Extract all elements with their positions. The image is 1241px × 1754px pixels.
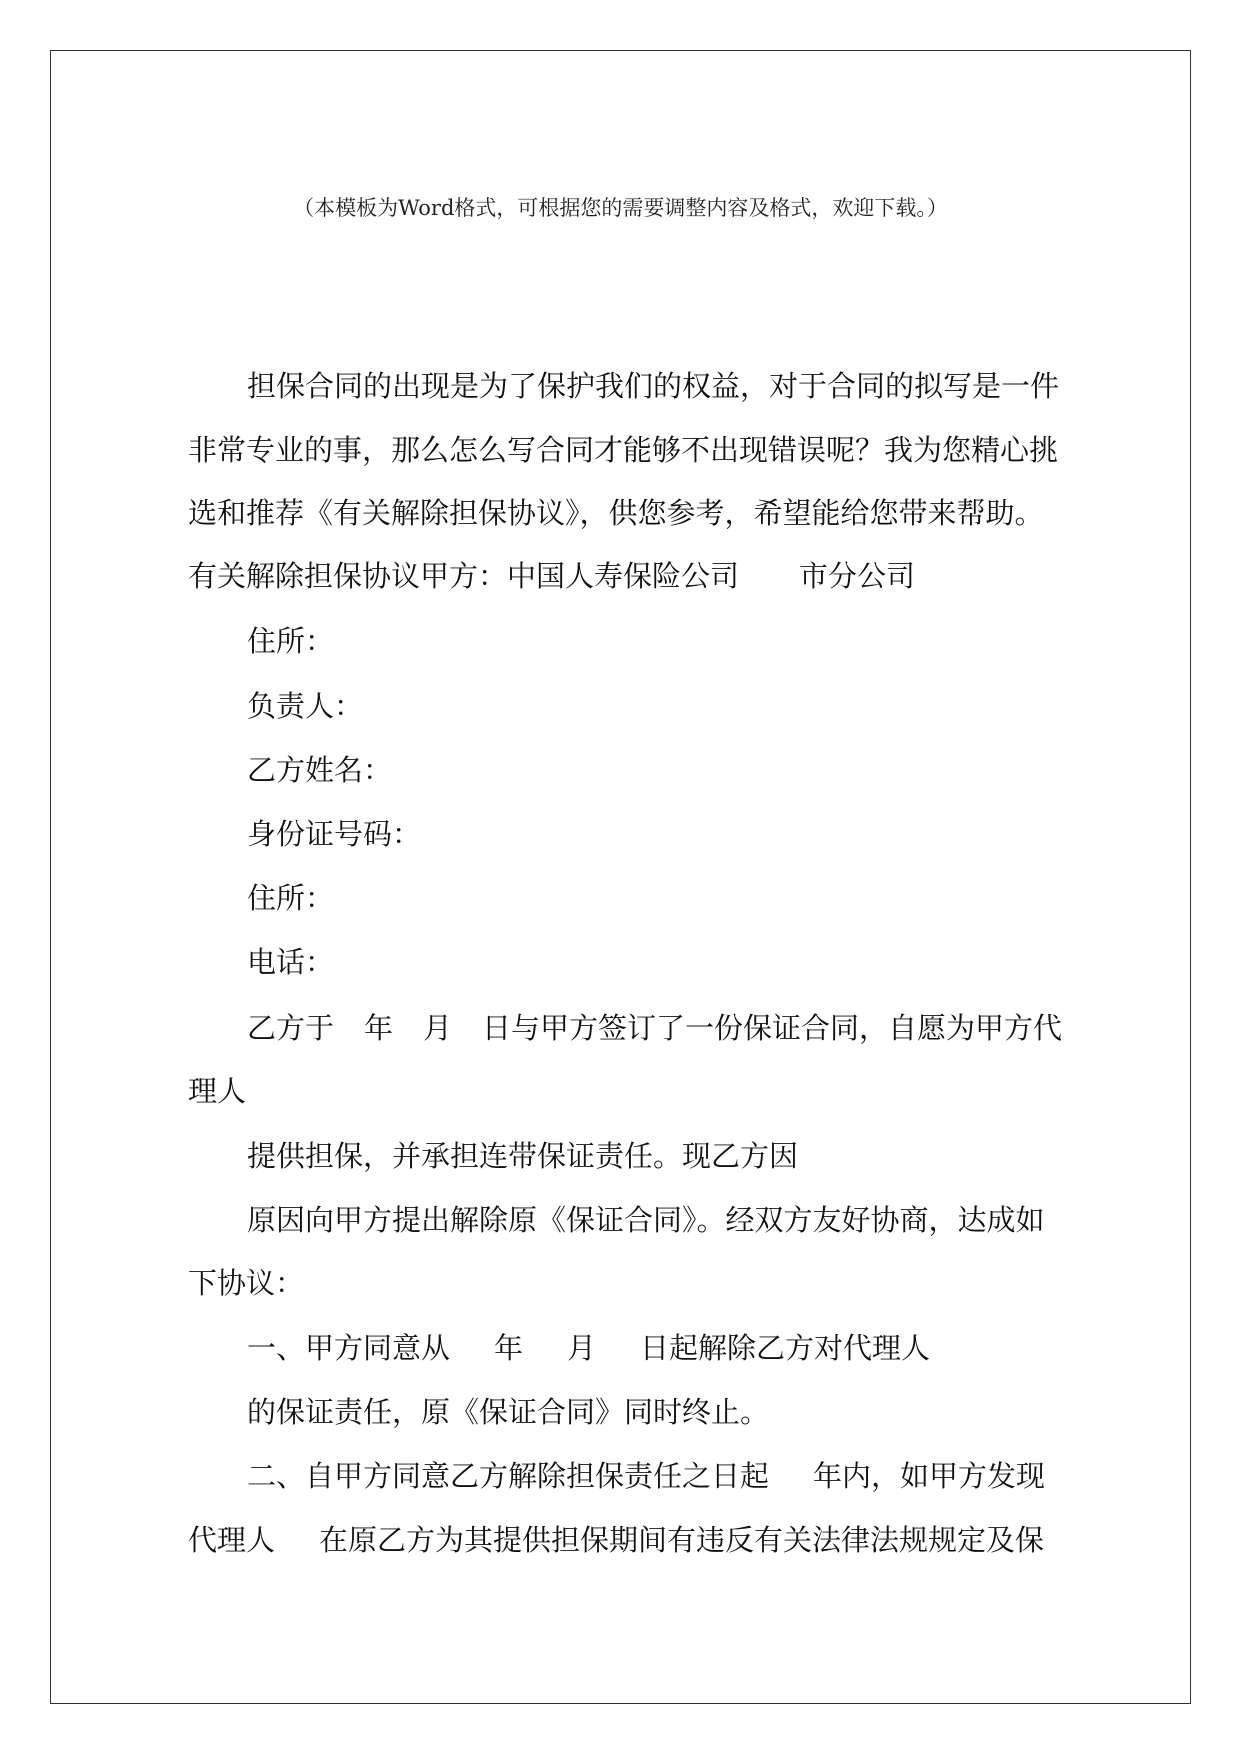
- text-segment: 日与甲方签订了一份保证合同，自愿为甲方代: [482, 1011, 1063, 1045]
- text-segment: 月: [567, 1331, 597, 1365]
- address-label: 住所：: [247, 881, 335, 915]
- responsible-person-label: 负责人：: [247, 689, 364, 723]
- paragraph-line: 选和推荐《有关解除担保协议》，供您参考，希望能给您带来帮助。: [188, 496, 1044, 530]
- text-segment: 二、自甲方同意乙方解除担保责任之日起: [247, 1459, 770, 1493]
- paragraph-line: [188, 1522, 1068, 1558]
- paragraph-line: [247, 1010, 1127, 1046]
- paragraph-line: 非常专业的事，那么怎么写合同才能够不出现错误呢？我为您精心挑: [188, 433, 1059, 467]
- template-notice: （本模板为Word格式，可根据您的需要调整内容及格式，欢迎下载。）: [293, 196, 948, 220]
- phone-label: 电话：: [247, 945, 335, 979]
- text-segment: 乙方于: [247, 1011, 335, 1045]
- text-segment: 一、甲方同意从: [247, 1331, 451, 1365]
- party-b-name-label: 乙方姓名：: [247, 753, 393, 787]
- party-a-line: [188, 558, 1068, 594]
- paragraph-line: 原因向甲方提出解除原《保证合同》。经双方友好协商，达成如: [247, 1203, 1045, 1237]
- paragraph-line: 理人: [188, 1074, 247, 1108]
- text-segment: 日起解除乙方对代理人: [640, 1331, 931, 1365]
- paragraph-line: 的保证责任，原《保证合同》同时终止。: [247, 1395, 770, 1429]
- clause-two-line: [247, 1458, 1127, 1494]
- paragraph-line: 下协议：: [188, 1266, 305, 1300]
- text-segment: 年: [494, 1331, 524, 1365]
- paragraph-line: 担保合同的出现是为了保护我们的权益，对于合同的拟写是一件: [247, 369, 1060, 403]
- text-segment: 年: [364, 1011, 394, 1045]
- clause-one-line: [247, 1330, 1127, 1366]
- text-segment: 在原乙方为其提供担保期间有违反有关法律法规规定及保: [319, 1523, 1045, 1557]
- address-label: 住所：: [247, 624, 335, 658]
- text-segment: 年内，如甲方发现: [813, 1459, 1046, 1493]
- party-a-label: 有关解除担保协议甲方：中国人寿保险公司: [188, 559, 740, 593]
- party-a-branch: 市分公司: [799, 559, 916, 593]
- paragraph-line: 提供担保，并承担连带保证责任。现乙方因: [247, 1139, 799, 1173]
- text-segment: 月: [423, 1011, 453, 1045]
- id-number-label: 身份证号码：: [247, 817, 422, 851]
- page-border: [50, 50, 1191, 1704]
- text-segment: 代理人: [188, 1523, 276, 1557]
